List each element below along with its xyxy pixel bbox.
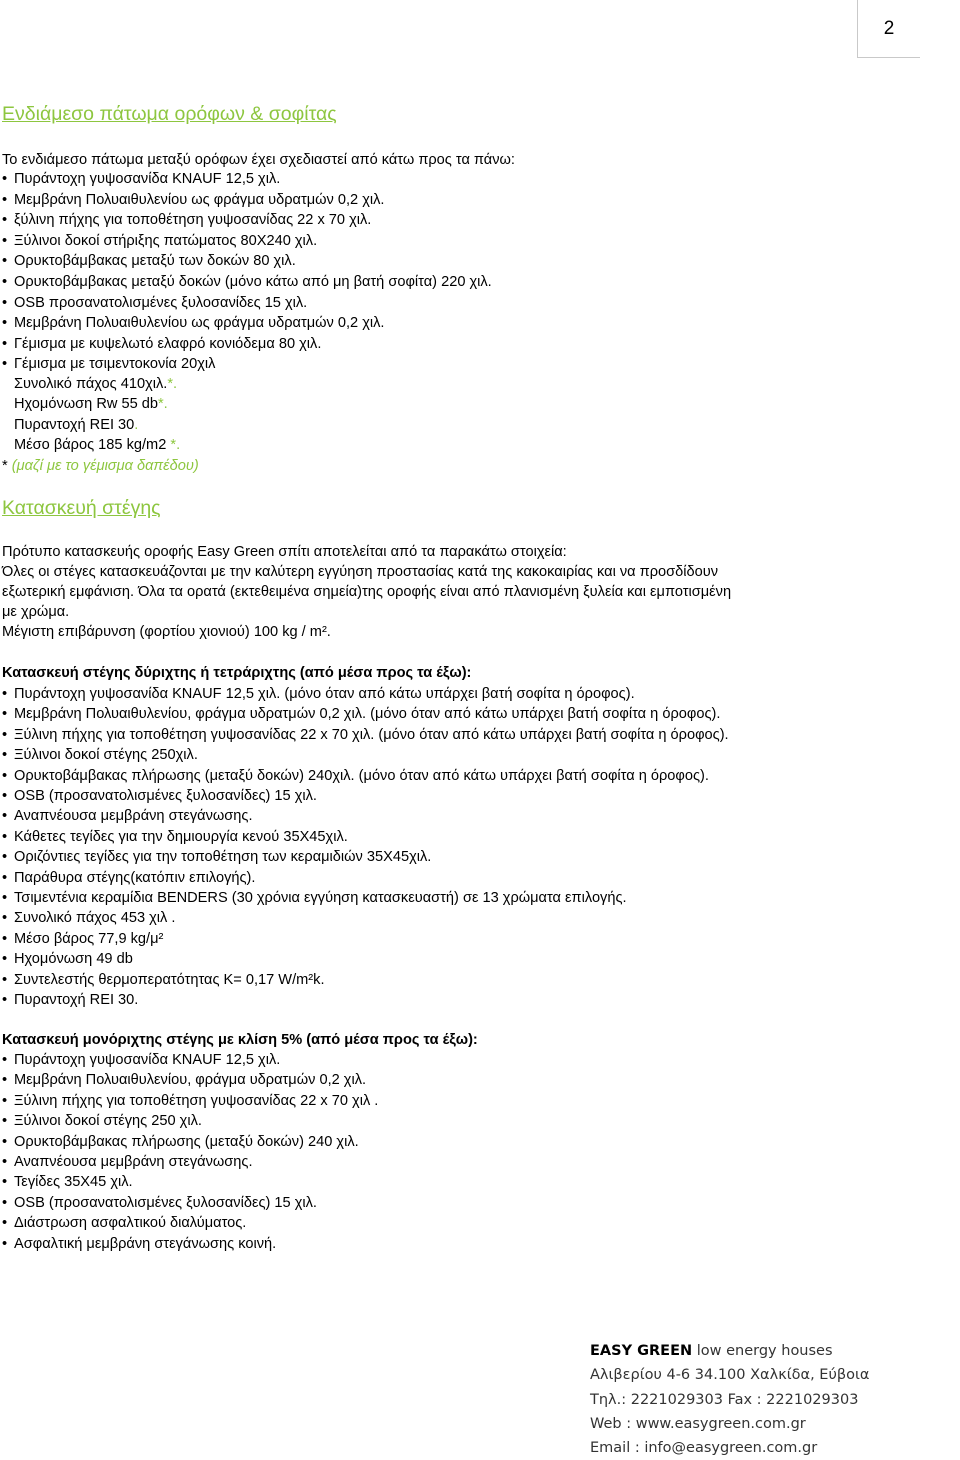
list-item <box>2 908 729 928</box>
roof-sub1-title: Κατασκευή στέγης δύριχτης ή τετράριχτης (από μέσα προς τα έξω): <box>2 665 472 681</box>
total-text: Συνολικό πάχος 410χιλ. <box>14 376 168 392</box>
bullet-icon: • <box>2 788 8 805</box>
section-title-roof: Κατασκευή στέγης <box>2 497 161 519</box>
footer-web[interactable]: Web : www.easygreen.com.gr <box>590 1415 806 1432</box>
list-item-text: Ξύλινοι δοκοί στέγης 250χιλ. <box>14 747 198 764</box>
bullet-icon: • <box>2 1194 8 1211</box>
footer-email[interactable]: Email : info@easygreen.com.gr <box>590 1440 818 1457</box>
roof-p2: Όλες οι στέγες κατασκευάζονται με την καλύτερη εγγύηση προστασίας κατά της κακοκαιρίας και να προσδίδουν <box>2 564 719 580</box>
list-item <box>2 251 492 272</box>
bullet-icon: • <box>2 1113 8 1130</box>
list-item <box>2 868 729 888</box>
list-item <box>2 1111 378 1131</box>
bullet-icon: • <box>2 253 8 270</box>
list-item <box>2 990 729 1010</box>
bullet-icon: • <box>2 992 8 1009</box>
list-item <box>2 1070 378 1090</box>
bullet-icon: • <box>2 212 8 229</box>
note-text: (μαζί με το γέμισμα δαπέδου) <box>11 458 199 474</box>
bullet-icon: • <box>2 1052 8 1068</box>
total-row <box>14 394 180 414</box>
list-item <box>2 684 729 704</box>
list-item-text: Ορυκτοβάμβακας μεταξύ δοκών (μόνο κάτω από μη βατή σοφίτα) 220 χιλ. <box>14 273 492 290</box>
bullet-icon: • <box>2 191 8 208</box>
bullet-icon: • <box>2 747 8 764</box>
list-item <box>2 1172 378 1192</box>
footer-phones: Τηλ.: 2221029303 Fax : 2221029303 <box>590 1391 859 1408</box>
footer-tagline: low energy houses <box>692 1343 833 1359</box>
footer-brand: EASY GREEN <box>590 1343 693 1359</box>
bullet-icon: • <box>2 808 8 825</box>
bullet-icon: • <box>2 1174 8 1191</box>
total-row <box>14 374 180 394</box>
list-item-text: Πυραντοχή REI 30. <box>14 992 139 1009</box>
list-item-text: Οριζόντιες τεγίδες για την τοποθέτηση των κεραμιδιών 35Χ45χιλ. <box>14 849 432 866</box>
list-item-text: Ξύλινη πήχης για τοποθέτηση γυψοσανίδας 22 x 70 χιλ . <box>14 1092 379 1109</box>
footer-address: Αλιβερίου 4-6 34.100 Χαλκίδα, Εύβοια <box>590 1367 870 1384</box>
bullet-icon: • <box>2 706 8 723</box>
bullet-icon: • <box>2 171 8 187</box>
list-item-text: Πυράντοχη γυψοσανίδα KNAUF 12,5 χιλ. <box>14 1052 281 1068</box>
total-text: Μέσο βάρος 185 kg/m2 <box>14 437 171 454</box>
list-item-text: Τσιμεντένια κεραμίδια BENDERS (30 χρόνια εγγύηση κατασκευαστή) σε 13 χρώματα επιλογής. <box>14 890 627 907</box>
bullet-icon: • <box>2 910 8 927</box>
list-item-text: Ορυκτοβάμβακας πλήρωσης (μεταξύ δοκών) 240χιλ. (μόνο όταν από κάτω υπάρχει βατή σοφίτα η όροφος). <box>14 767 709 784</box>
bullet-icon: • <box>2 1235 8 1252</box>
roof-sub1-list <box>2 684 729 1011</box>
list-item <box>2 806 729 826</box>
list-item-text: Μεμβράνη Πολυαιθυλενίου, φράγμα υδρατμών 0,2 χιλ. (μόνο όταν από κάτω υπάρχει βατή σοφίτα η όροφος). <box>14 706 721 723</box>
note-star: * <box>2 458 12 474</box>
list-item <box>2 190 492 211</box>
list-item <box>2 786 729 806</box>
list-item-text: Γέμισμα με κυψελωτό ελαφρό κονιόδεμα 80 χιλ. <box>14 335 322 352</box>
bullet-icon: • <box>2 930 8 947</box>
floor-intro: Το ενδιάμεσο πάτωμα μεταξύ ορόφων έχει σχεδιαστεί από κάτω προς τα πάνω: <box>2 152 515 168</box>
bullet-icon: • <box>2 315 8 332</box>
total-row <box>14 415 180 435</box>
bullet-icon: • <box>2 232 8 249</box>
list-item-text: Ορυκτοβάμβακας μεταξύ των δοκών 80 χιλ. <box>14 253 296 270</box>
bullet-icon: • <box>2 726 8 743</box>
list-item <box>2 888 729 908</box>
list-item-text: Μέσο βάρος 77,9 kg/μ² <box>14 930 164 947</box>
roof-p4: με χρώμα. <box>2 604 70 620</box>
list-item-text: Συνολικό πάχος 453 χιλ . <box>14 910 176 927</box>
list-item <box>2 231 492 252</box>
bullet-icon: • <box>2 335 8 352</box>
list-item <box>2 334 492 355</box>
total-suffix: *. <box>157 396 168 413</box>
list-item-text: OSB (προσανατολισμένες ξυλοσανίδες) 15 χιλ. <box>14 1194 317 1211</box>
total-row <box>14 435 180 455</box>
list-item-text: Ορυκτοβάμβακας πλήρωσης (μεταξύ δοκών) 240 χιλ. <box>14 1133 359 1150</box>
list-item <box>2 354 492 375</box>
bullet-icon: • <box>2 1133 8 1150</box>
list-item <box>2 313 492 334</box>
list-item <box>2 1193 378 1213</box>
roof-p5: Μέγιστη επιβάρυνση (φορτίου χιονιού) 100 kg / m². <box>2 624 331 640</box>
floor-totals <box>2 374 180 456</box>
list-item-text: Αναπνέουσα μεμβράνη στεγάνωσης. <box>14 808 253 825</box>
list-item-text: Πυράντοχη γυψοσανίδα KNAUF 12,5 χιλ. (μόνο όταν από κάτω υπάρχει βατή σοφίτα η όροφος). <box>14 686 635 702</box>
list-item-text: Μεμβράνη Πολυαιθυλενίου ως φράγμα υδρατμών 0,2 χιλ. <box>14 191 385 208</box>
list-item <box>2 929 729 949</box>
list-item-text: Τεγίδες 35Χ45 χιλ. <box>14 1174 133 1191</box>
list-item <box>2 1091 378 1111</box>
total-text: Ηχομόνωση Rw 55 db <box>14 396 158 413</box>
list-item <box>2 1213 378 1233</box>
bullet-icon: • <box>2 1072 8 1089</box>
list-item <box>2 970 729 990</box>
floor-note <box>2 457 199 475</box>
list-item-text: Γέμισμα με τσιμεντοκονία 20χιλ <box>14 356 216 373</box>
bullet-icon: • <box>2 828 8 845</box>
list-item-text: Ξύλινη πήχης για τοποθέτηση γυψοσανίδας 22 x 70 χιλ. (μόνο όταν από κάτω υπάρχει βατή σοφίτα η όροφος). <box>14 726 729 743</box>
list-item-text: Διάστρωση ασφαλτικού διαλύματος. <box>14 1215 247 1232</box>
list-item-text: Ξύλινοι δοκοί στήριξης πατώματος 80X240 χιλ. <box>14 232 318 249</box>
bullet-icon: • <box>2 951 8 968</box>
roof-sub2-list <box>2 1050 378 1254</box>
list-item <box>2 1152 378 1172</box>
list-item-text: ξύλινη πήχης για τοποθέτηση γυψοσανίδας 22 x 70 χιλ. <box>14 212 372 229</box>
bullet-icon: • <box>2 273 8 290</box>
bullet-icon: • <box>2 1215 8 1232</box>
list-item-text: Μεμβράνη Πολυαιθυλενίου ως φράγμα υδρατμών 0,2 χιλ. <box>14 315 385 332</box>
bullet-icon: • <box>2 890 8 907</box>
list-item <box>2 272 492 293</box>
list-item <box>2 745 729 765</box>
total-suffix: . <box>134 416 139 433</box>
list-item <box>2 949 729 969</box>
list-item-text: Πυράντοχη γυψοσανίδα KNAUF 12,5 χιλ. <box>14 171 281 187</box>
roof-sub2-title: Κατασκευή μονόριχτης στέγης με κλίση 5% (από μέσα προς τα έξω): <box>2 1032 478 1048</box>
bullet-icon: • <box>2 869 8 886</box>
list-item-text: Ηχομόνωση 49 db <box>14 951 133 968</box>
floor-layers-list <box>2 169 492 375</box>
list-item <box>2 1132 378 1152</box>
roof-p3: εξωτερική εμφάνιση. Όλα τα ορατά (εκτεθειμένα σημεία)της οροφής είναι από πλανισμένη ξυλεία και εμποτισμένη <box>2 584 732 600</box>
list-item-text: OSB (προσανατολισμένες ξυλοσανίδες) 15 χιλ. <box>14 788 317 805</box>
bullet-icon: • <box>2 1154 8 1171</box>
list-item <box>2 766 729 786</box>
total-text: Πυραντοχή REI 30 <box>14 416 135 433</box>
footer-brand-line <box>590 1339 869 1363</box>
roof-p1: Πρότυπο κατασκευής οροφής Easy Green σπίτι αποτελείται από τα παρακάτω στοιχεία: <box>2 544 567 560</box>
bullet-icon: • <box>2 686 8 702</box>
list-item <box>2 1050 378 1070</box>
bullet-icon: • <box>2 294 8 311</box>
list-item-text: Παράθυρα στέγης(κατόπιν επιλογής). <box>14 869 256 886</box>
bullet-icon: • <box>2 767 8 784</box>
total-suffix: *. <box>170 437 181 454</box>
footer-contact <box>590 1339 869 1460</box>
list-item-text: Ασφαλτική μεμβράνη στεγάνωσης κοινή. <box>14 1235 277 1252</box>
list-item <box>2 704 729 724</box>
section-title-floor: Ενδιάμεσο πάτωμα ορόφων & σοφίτας <box>2 103 337 125</box>
list-item <box>2 725 729 745</box>
list-item-text: OSB προσανατολισμένες ξυλοσανίδες 15 χιλ. <box>14 294 308 311</box>
list-item <box>2 1234 378 1254</box>
total-suffix: *. <box>167 376 178 392</box>
list-item-text: Συντελεστής θερμοπερατότητας K= 0,17 W/m²k. <box>14 971 325 988</box>
list-item <box>2 847 729 867</box>
list-item-text: Μεμβράνη Πολυαιθυλενίου, φράγμα υδρατμών 0,2 χιλ. <box>14 1072 367 1089</box>
list-item <box>2 827 729 847</box>
list-item <box>2 169 492 190</box>
list-item-text: Κάθετες τεγίδες για την δημιουργία κενού 35Χ45χιλ. <box>14 828 348 845</box>
page-number: 2 <box>857 0 920 58</box>
bullet-icon: • <box>2 356 8 373</box>
list-item <box>2 210 492 231</box>
list-item-text: Αναπνέουσα μεμβράνη στεγάνωσης. <box>14 1154 253 1171</box>
bullet-icon: • <box>2 971 8 988</box>
list-item-text: Ξύλινοι δοκοί στέγης 250 χιλ. <box>14 1113 202 1130</box>
bullet-icon: • <box>2 1092 8 1109</box>
list-item <box>2 293 492 314</box>
bullet-icon: • <box>2 849 8 866</box>
